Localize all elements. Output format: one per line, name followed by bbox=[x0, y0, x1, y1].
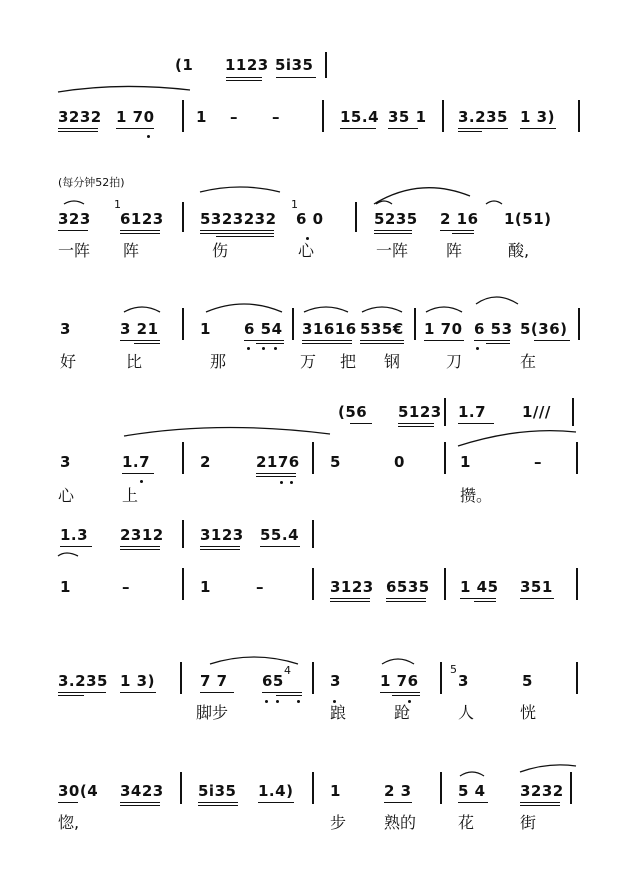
tie bbox=[376, 201, 392, 204]
barline bbox=[576, 662, 578, 694]
slur bbox=[520, 765, 576, 772]
note-group: 2 3 bbox=[384, 782, 412, 800]
lyric: 心 bbox=[58, 486, 75, 505]
note-group: 351 bbox=[520, 578, 553, 596]
barline bbox=[312, 662, 314, 694]
lyric: 把 bbox=[340, 352, 357, 371]
note: 3 bbox=[60, 320, 71, 338]
note-group: 3 21 bbox=[120, 320, 159, 338]
lyric: 花 bbox=[458, 813, 475, 832]
slur bbox=[58, 86, 190, 92]
note-group: 3423 bbox=[120, 782, 164, 800]
barline bbox=[570, 772, 572, 804]
barline bbox=[440, 662, 442, 694]
lyric: 步 bbox=[330, 813, 347, 832]
lyric: 那 bbox=[210, 352, 227, 371]
note-group: 6123 bbox=[120, 210, 164, 228]
note-group: 5123 bbox=[398, 403, 442, 421]
note-group: 5323232 bbox=[200, 210, 277, 228]
grace-note: 4 bbox=[284, 664, 291, 677]
tempo-marking: (每分钟52拍) bbox=[58, 176, 125, 189]
barline bbox=[578, 100, 580, 132]
note-group: 3123 bbox=[200, 526, 244, 544]
lyric: 一阵 bbox=[58, 241, 91, 260]
barline bbox=[312, 568, 314, 600]
note: 3 bbox=[60, 453, 71, 471]
note-group: 1123 bbox=[225, 56, 269, 74]
note-group: 1.7 bbox=[458, 403, 487, 421]
note-group: 1(51) bbox=[504, 210, 552, 228]
barline bbox=[442, 100, 444, 132]
slur bbox=[206, 304, 282, 312]
note-group: 1 70 bbox=[116, 108, 155, 126]
lyric: 上 bbox=[122, 486, 139, 505]
barline bbox=[572, 398, 574, 426]
lyric: 踉 bbox=[330, 703, 347, 722]
note-group: 30(4 bbox=[58, 782, 99, 800]
barline bbox=[576, 568, 578, 600]
note-group: 1 3) bbox=[520, 108, 555, 126]
slur bbox=[124, 427, 330, 436]
barline bbox=[182, 100, 184, 132]
note: 1 bbox=[196, 108, 207, 126]
note-group: 31616 bbox=[302, 320, 357, 338]
grace-note: 5 bbox=[450, 663, 457, 676]
lyric: 刀 bbox=[446, 352, 463, 371]
lyric: 好 bbox=[60, 352, 77, 371]
note-group: 6 0 bbox=[296, 210, 324, 228]
barline bbox=[444, 398, 446, 426]
slur bbox=[362, 307, 402, 312]
barline bbox=[322, 100, 324, 132]
note: 3 bbox=[458, 672, 469, 690]
barline bbox=[312, 520, 314, 548]
underline bbox=[226, 77, 262, 78]
note-group: 35 1 bbox=[388, 108, 427, 126]
lyric: 街 bbox=[520, 813, 537, 832]
dash: – bbox=[122, 578, 130, 596]
note-group: 2 16 bbox=[440, 210, 479, 228]
note-group: 1.3 bbox=[60, 526, 89, 544]
note-group: 1 45 bbox=[460, 578, 499, 596]
note-group: 5 4 bbox=[458, 782, 486, 800]
slur bbox=[210, 657, 298, 664]
barline bbox=[325, 52, 327, 78]
lyric: 比 bbox=[126, 352, 143, 371]
barline bbox=[182, 568, 184, 600]
lyric: 跄 bbox=[394, 703, 411, 722]
slur bbox=[382, 659, 414, 664]
lyric: 熟的 bbox=[384, 813, 417, 832]
slur bbox=[460, 772, 484, 776]
grace-note: 1 bbox=[114, 198, 121, 211]
slur bbox=[476, 297, 518, 304]
note: 5 bbox=[330, 453, 341, 471]
lyric: 钢 bbox=[384, 352, 401, 371]
note-group: 3232 bbox=[520, 782, 564, 800]
barline bbox=[182, 308, 184, 340]
note: 5 bbox=[522, 672, 533, 690]
note-group: 5235 bbox=[374, 210, 418, 228]
barline bbox=[444, 442, 446, 474]
dash: – bbox=[230, 108, 238, 126]
note: 1 bbox=[200, 578, 211, 596]
note-group: 6535 bbox=[386, 578, 430, 596]
note-group: 6 54 bbox=[244, 320, 283, 338]
note-group: 3232 bbox=[58, 108, 102, 126]
barline bbox=[292, 308, 294, 340]
slur bbox=[304, 307, 348, 312]
note-group: 55.4 bbox=[260, 526, 300, 544]
note-group: 323 bbox=[58, 210, 91, 228]
slur bbox=[124, 307, 160, 312]
barline bbox=[355, 202, 357, 232]
barline bbox=[444, 568, 446, 600]
tie bbox=[486, 201, 502, 204]
note-group: (56 bbox=[338, 403, 368, 421]
dash: – bbox=[534, 453, 542, 471]
note-group: 5i35 bbox=[275, 56, 314, 74]
note-group: 65 bbox=[262, 672, 284, 690]
lyric: 恍 bbox=[520, 703, 537, 722]
grace-note: 1 bbox=[291, 198, 298, 211]
slur bbox=[58, 553, 78, 556]
note-group: 7 7 bbox=[200, 672, 228, 690]
note: 0 bbox=[394, 453, 405, 471]
note: 1 bbox=[460, 453, 471, 471]
note-group: 1/// bbox=[522, 403, 551, 421]
note-group: 1 76 bbox=[380, 672, 419, 690]
note-group: 1 70 bbox=[424, 320, 463, 338]
note-group: 535€ bbox=[360, 320, 404, 338]
lyric: 惚, bbox=[58, 813, 80, 832]
barline bbox=[180, 772, 182, 804]
slur bbox=[458, 431, 576, 446]
note: 1 bbox=[200, 320, 211, 338]
note: 3 bbox=[330, 672, 341, 690]
barline bbox=[440, 772, 442, 804]
lyric: 万 bbox=[300, 352, 317, 371]
barline bbox=[182, 520, 184, 548]
slur bbox=[200, 187, 280, 192]
underline bbox=[226, 80, 262, 81]
note-group: 2312 bbox=[120, 526, 164, 544]
note-group: 5i35 bbox=[198, 782, 237, 800]
note-group: 1.4) bbox=[258, 782, 294, 800]
lyric: 在 bbox=[520, 352, 537, 371]
lyric: 酸, bbox=[508, 241, 530, 260]
note-group: 2176 bbox=[256, 453, 300, 471]
barline bbox=[578, 308, 580, 340]
barline bbox=[414, 308, 416, 340]
barline bbox=[180, 662, 182, 694]
barline bbox=[182, 202, 184, 232]
underline bbox=[276, 77, 316, 78]
tie bbox=[64, 201, 84, 204]
lyric: 攒。 bbox=[460, 486, 493, 505]
note-group: 3.235 bbox=[458, 108, 508, 126]
lyric: 阵 bbox=[123, 241, 140, 260]
barline bbox=[312, 772, 314, 804]
note-group: 15.4 bbox=[340, 108, 380, 126]
note: 2 bbox=[200, 453, 211, 471]
lyric: 一阵 bbox=[376, 241, 409, 260]
slur bbox=[374, 188, 470, 204]
dash: – bbox=[272, 108, 280, 126]
lyric: 脚步 bbox=[196, 703, 229, 722]
note-group: (1 bbox=[175, 56, 194, 74]
barline bbox=[312, 442, 314, 474]
note-group: 1.7 bbox=[122, 453, 151, 471]
slur bbox=[426, 307, 462, 312]
lyric: 人 bbox=[458, 703, 475, 722]
dash: – bbox=[256, 578, 264, 596]
note-group: 6 53 bbox=[474, 320, 513, 338]
lyric: 心 bbox=[298, 241, 315, 260]
barline bbox=[182, 442, 184, 474]
note: 1 bbox=[330, 782, 341, 800]
note-group: 5(36) bbox=[520, 320, 568, 338]
note-group: 3.235 bbox=[58, 672, 108, 690]
barline bbox=[576, 442, 578, 474]
note-group: 3123 bbox=[330, 578, 374, 596]
note-group: 1 3) bbox=[120, 672, 155, 690]
lyric: 阵 bbox=[446, 241, 463, 260]
lyric: 伤 bbox=[212, 241, 229, 260]
note: 1 bbox=[60, 578, 71, 596]
